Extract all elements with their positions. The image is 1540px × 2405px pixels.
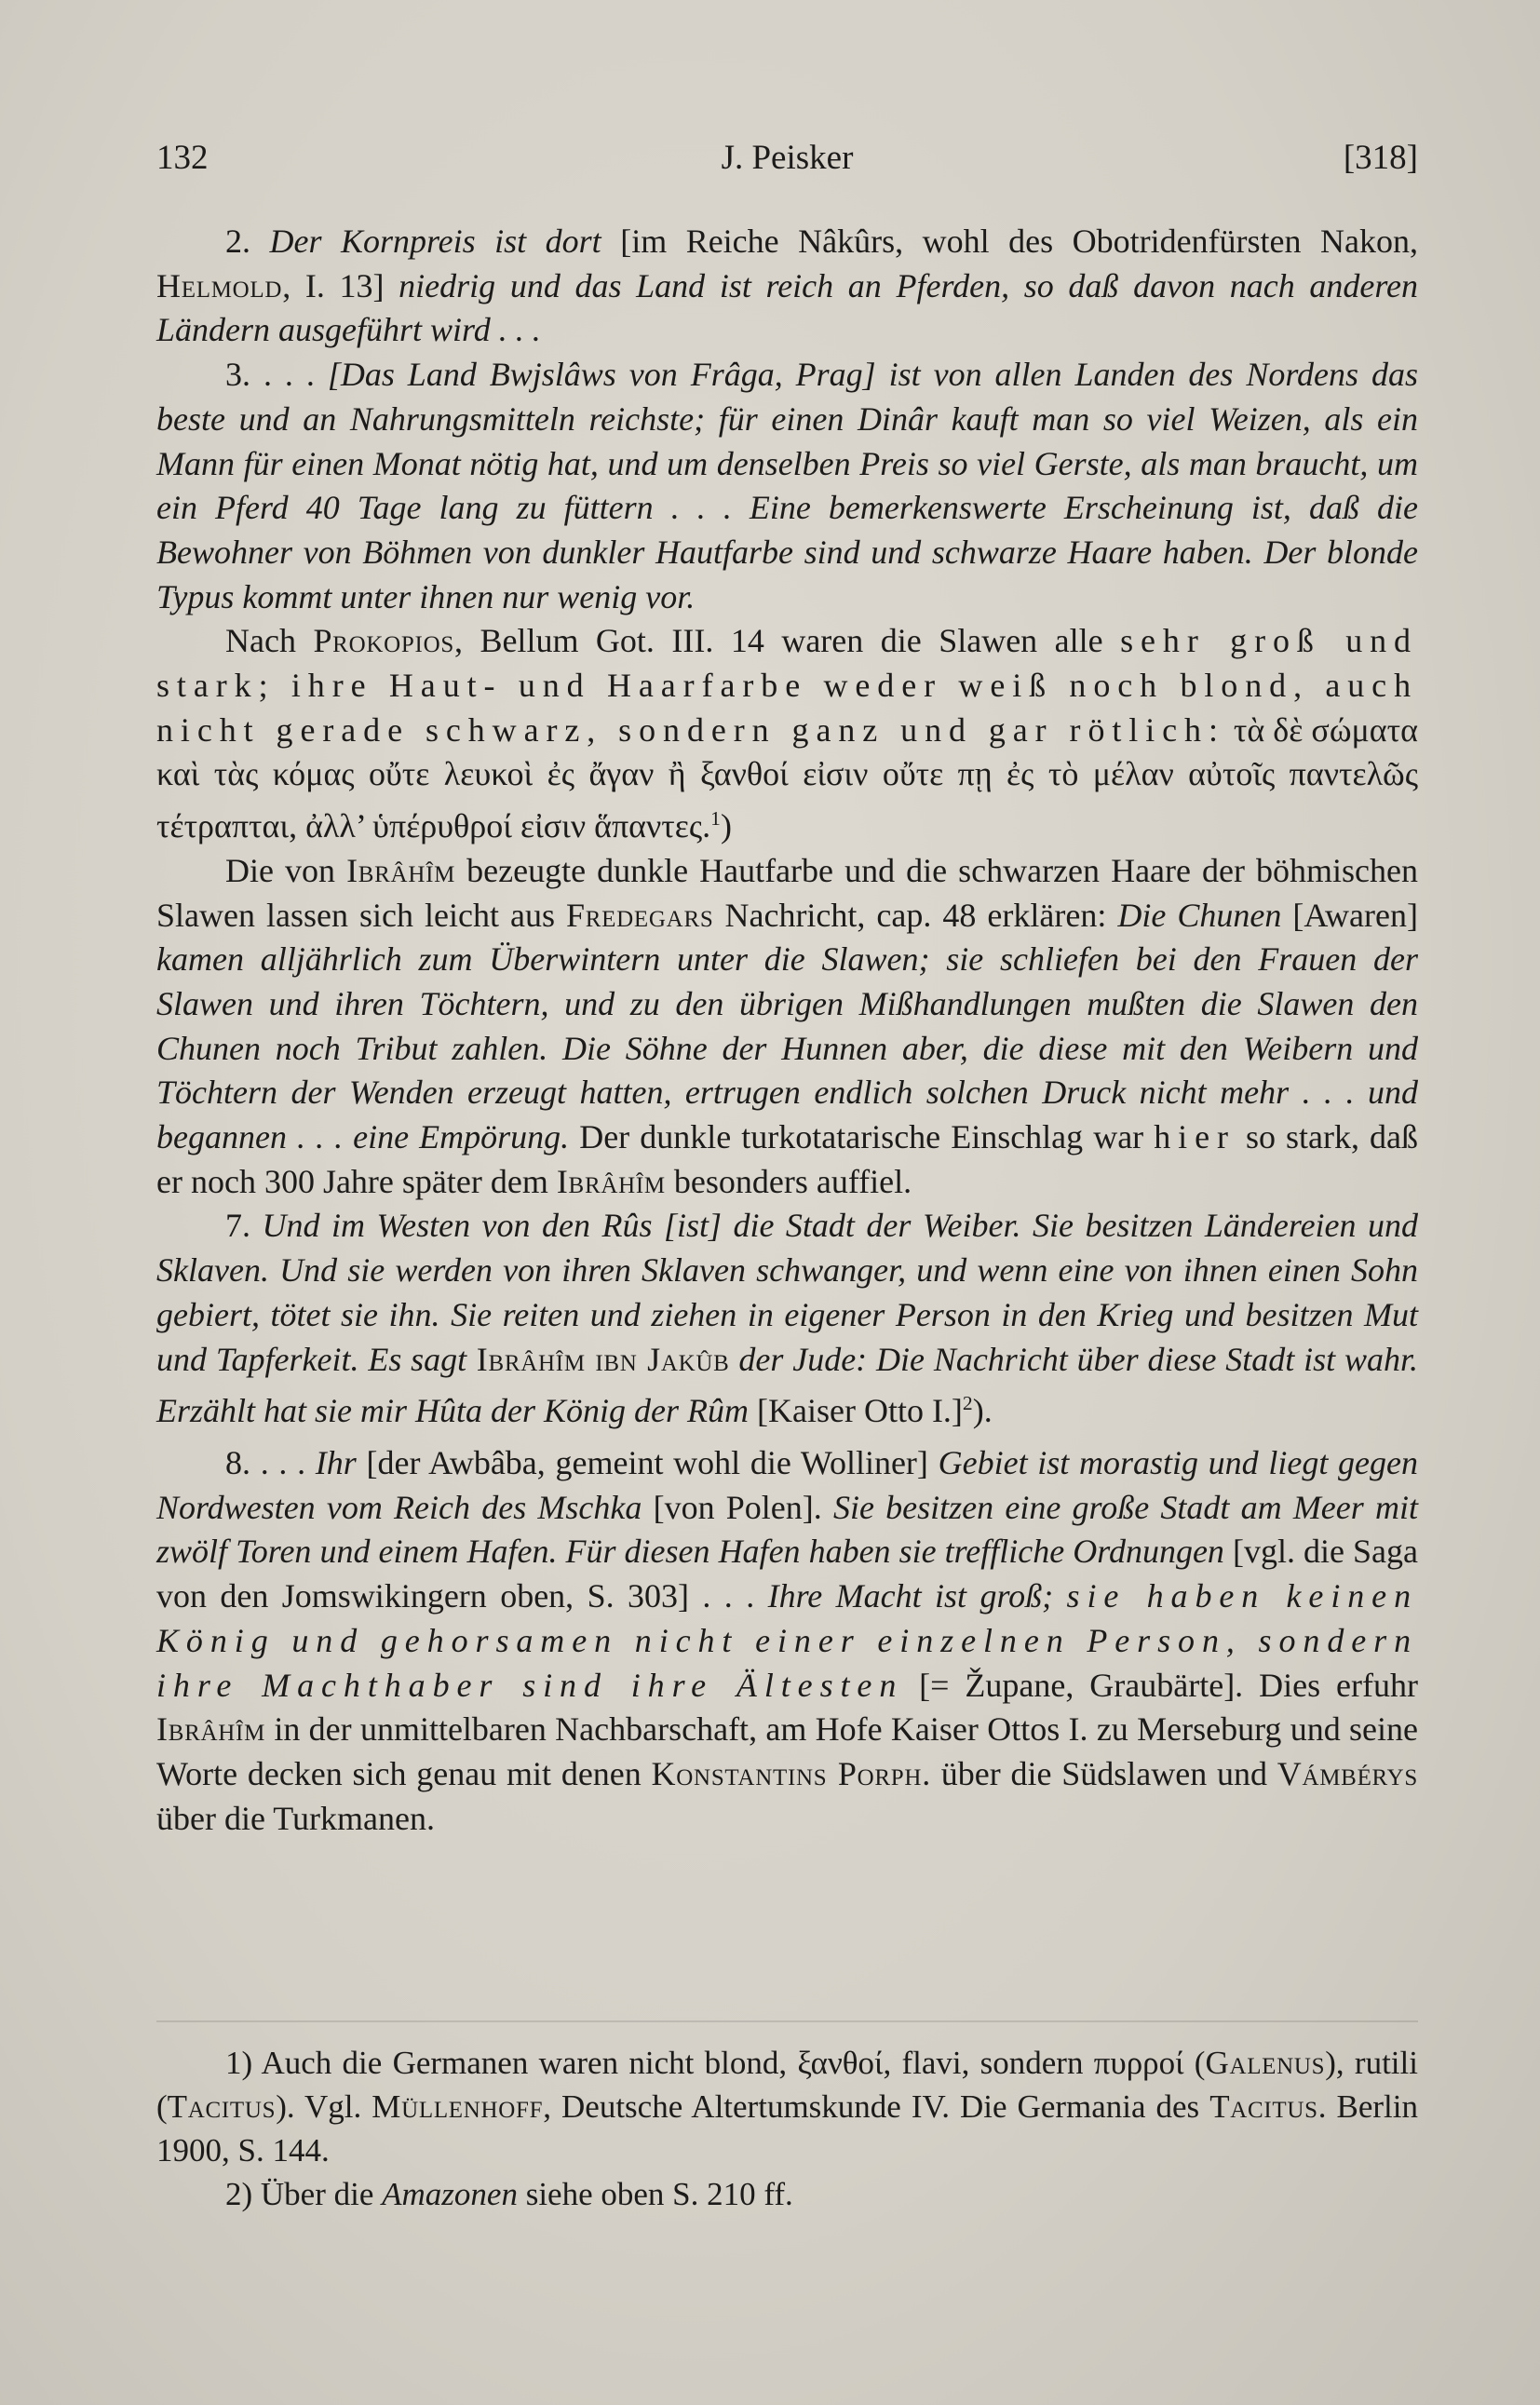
text-segment: über die Südslawen und <box>930 1754 1277 1792</box>
text-segment: [= Župane, Graubärte]. Dies erfuhr <box>903 1666 1418 1704</box>
paragraph-2 <box>156 220 1418 353</box>
text-segment: Galenus <box>1205 2045 1326 2081</box>
text-segment: Nachricht, cap. 48 erklären: <box>713 896 1118 934</box>
footnote-2 <box>156 2172 1418 2216</box>
text-segment: 2) Über die <box>225 2176 383 2212</box>
text-segment: der Jude: Die Nachricht über diese Stadt ist wahr. Erzählt hat sie mir Hûta der König der Rûm <box>156 1340 1418 1430</box>
text-segment: 1 <box>710 807 721 831</box>
text-segment: . Berlin 1900, S. 144. <box>156 2088 1419 2169</box>
page-number: 132 <box>156 139 209 177</box>
text-segment: Fredegars <box>566 896 714 934</box>
text-segment: Ibrâhîm <box>556 1162 666 1200</box>
text-segment: Ibrâhîm <box>346 851 456 889</box>
text-segment: [im Reiche Nâkûrs, wohl des Obotridenfürsten Nakon, <box>601 223 1418 260</box>
main-text <box>156 220 1418 1841</box>
text-segment: Und im Westen von den Rûs [ist] die Stadt der Weiber. Sie besitzen Ländereien und Sklaven. Und sie werden von ihren Sklaven schwanger, und wenn eine von ihnen einen Sohn gebiert, tötet sie ihn. Sie reiten und ziehen in eigener Person in den Krieg und besitzen Mut und Tapferkeit. Es sagt <box>156 1207 1419 1378</box>
footnote-1 <box>156 2041 1418 2172</box>
text-segment: hier <box>1154 1118 1236 1156</box>
text-segment: Helmold <box>156 266 283 304</box>
text-segment: , I. 13] <box>282 266 399 304</box>
text-segment: ). <box>972 1392 993 1430</box>
text-segment: Ihr <box>315 1443 357 1481</box>
text-segment: 7. <box>225 1207 263 1245</box>
paragraph-7 <box>156 1204 1418 1434</box>
text-segment: [Awaren] <box>1281 896 1418 934</box>
text-segment: ). Vgl. <box>276 2088 372 2125</box>
paragraph-8 <box>156 1441 1418 1841</box>
text-segment: , Bellum Got. III. 14 waren die Slawen alle <box>453 622 1121 660</box>
text-segment: , Deutsche Altertumskunde IV. Die Germania des <box>543 2088 1210 2125</box>
text-segment: niedrig und das Land ist reich an Pferden, so daß davon nach anderen Ländern ausgeführt wird . . . <box>156 266 1418 349</box>
text-segment: besonders auffiel. <box>665 1162 912 1200</box>
text-segment: 8. . . . <box>225 1443 316 1481</box>
running-head: J. Peisker <box>721 139 854 177</box>
paragraph-ibrahim <box>156 849 1418 1205</box>
footnote-divider <box>156 2020 1418 2022</box>
text-segment: Vámbérys <box>1277 1754 1418 1792</box>
text-segment: Nach <box>225 622 314 660</box>
text-segment: 2. <box>225 223 270 260</box>
text-segment: über die Turkmanen. <box>156 1799 435 1837</box>
text-segment: bezeugte dunkle Hautfarbe und die schwarzen Haare der böhmischen Slawen lassen sich leicht aus <box>156 851 1419 934</box>
text-segment: siehe oben S. 210 ff. <box>517 2176 793 2212</box>
text-segment: kamen alljährlich zum Überwintern unter die Slawen; sie schliefen bei den Frauen der Slawen und ihren Töchtern, und zu den übrigen Mißhandlungen mußten die Slawen den Chunen noch Tribut zahlen. Die Söhne der Hunnen aber, die diese mit den Weibern und Töchtern der Wenden erzeugt hatten, ertrugen endlich solchen Druck nicht mehr . . . und begannen . . . eine Empörung. <box>156 940 1418 1156</box>
text-segment: ), rutili ( <box>156 2045 1418 2125</box>
text-segment: τὰ δὲ σώματα καὶ τὰς κόμας οὔτε λευκοὶ ἐς ἄγαν ἢ ξανθοί εἰσιν οὔτε πῃ ἐς τὸ μέλαν αὐτοῖς παντελῶς τέτραπται, ἀλλ’ ὑπέρυθροί εἰσιν ἅπαντες. <box>156 710 1418 845</box>
paragraph-prokopios <box>156 619 1418 849</box>
text-segment: 2 <box>962 1392 973 1415</box>
text-segment: Tacitus <box>1209 2088 1318 2125</box>
text-segment: 1) Auch die Germanen waren nicht blond, ξανθοί, flavi, sondern πυρροί ( <box>225 2045 1206 2081</box>
text-segment: Prokopios <box>313 622 454 660</box>
footnotes <box>156 2041 1418 2216</box>
text-segment: Der dunkle turkotatarische Einschlag war <box>569 1118 1155 1156</box>
original-page-number: [318] <box>1343 139 1418 177</box>
text-segment: Amazonen <box>382 2176 518 2212</box>
text-segment: Gebiet ist morastig und liegt gegen Nordwesten vom Reich des Mschka <box>156 1443 1419 1526</box>
text-segment: [Das Land Bwjslâws von Frâga, Prag] ist von allen Landen des Nordens das beste und an Nahrungsmitteln reichste; für einen Dinâr kauft man so viel Weizen, als ein Mann für einen Monat nötig hat, und um denselben Preis so viel Gerste, als man braucht, um ein Pferd 40 Tage lang zu füttern . . . Eine bemerkenswerte Erscheinung ist, daß die Bewohner von Böhmen von dunkler Hautfarbe sind und schwarze Haare haben. Der blonde Typus kommt unter ihnen nur wenig vor. <box>156 356 1418 615</box>
text-segment: so stark, daß er noch 300 Jahre später dem <box>156 1118 1419 1200</box>
text-segment: ) <box>720 807 732 845</box>
text-segment: Konstantins Porph. <box>651 1754 931 1792</box>
text-segment: Tacitus <box>167 2088 277 2125</box>
text-segment: Sie besitzen eine große Stadt am Meer mit zwölf Toren und einem Hafen. Für diesen Hafen haben sie treffliche Ordnungen <box>156 1488 1418 1571</box>
text-segment: in der unmittelbaren Nachbarschaft, am Hofe Kaiser Ottos I. zu Merseburg und seine Worte decken sich genau mit denen <box>156 1710 1418 1792</box>
paragraph-3 <box>156 353 1418 619</box>
text-segment: Ibrâhîm ibn Jakûb <box>466 1340 730 1378</box>
text-segment: [der Awbâba, gemeint wohl die Wolliner] <box>356 1443 939 1481</box>
text-segment: Die von <box>225 851 347 889</box>
text-segment: Ibrâhîm <box>156 1710 266 1749</box>
text-segment: sehr groß und stark; ihre Haut- und Haarfarbe weder weiß noch blond, auch nicht gerade schwarz, sondern ganz und gar rötlich: <box>156 622 1418 749</box>
page-header <box>156 138 1418 184</box>
text-segment: Die Chunen <box>1117 896 1282 934</box>
text-segment: Ihre Macht ist groß; <box>767 1577 1067 1615</box>
text-segment: Müllenhoff <box>371 2088 544 2125</box>
text-segment: [Kaiser Otto I.] <box>749 1392 963 1430</box>
text-segment: 3. . . . <box>225 356 328 394</box>
text-segment: [vgl. die Saga von den Jomswikingern oben, S. 303] . . . <box>156 1533 1419 1615</box>
text-segment: [von Polen]. <box>642 1488 833 1526</box>
text-segment: Der Kornpreis ist dort <box>269 223 601 260</box>
text-segment: sie haben keinen König und gehorsamen nicht einer einzelnen Person, sondern ihre Machthaber sind ihre Ältesten <box>156 1577 1418 1704</box>
